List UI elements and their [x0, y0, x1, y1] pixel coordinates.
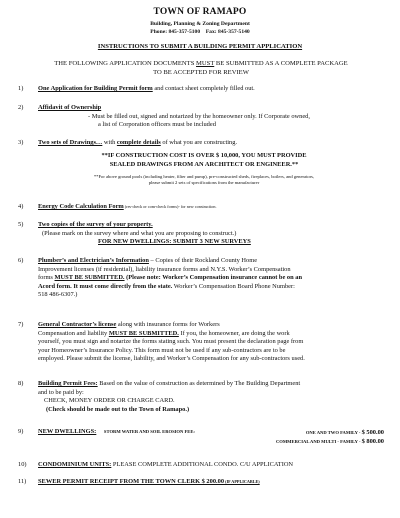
item-title: Building Permit Fees: — [38, 380, 98, 387]
item-text: your Homeowner’s Insurance Policy. This form must not be used if any sub-contractors are to be — [38, 346, 286, 354]
item-text: and to be paid by: — [38, 388, 84, 396]
item-number: 10) — [18, 461, 27, 468]
lead-paragraph — [14, 59, 388, 77]
item-emphasis: complete details — [116, 139, 161, 146]
item-title: One Application for Building Permit form — [38, 85, 153, 92]
item-title: SEWER PERMIT RECEIPT FROM THE TOWN CLERK $ 200.00 — [38, 478, 225, 485]
town-title: TOWN OF RAMAPO — [153, 7, 247, 17]
item-text: Acord form. It must come directly from the state. — [38, 282, 173, 290]
item-number: 4) — [18, 203, 24, 210]
item-text: and contact sheet completely filled out. — [152, 85, 255, 92]
item-title: Two copies of the survey of your property. — [38, 221, 153, 228]
item-text: forms — [38, 274, 55, 282]
item-number: 5) — [18, 221, 24, 228]
list-item — [38, 104, 386, 130]
item-text: employed. Please submit the license, liability, and Worker’s Compensation for any sub-contractors used. — [38, 355, 305, 363]
item-number: 7) — [18, 321, 24, 328]
department-name: Building, Planning & Zoning Department — [150, 21, 250, 27]
list-item — [38, 461, 386, 470]
fee-commercial-multi — [276, 438, 384, 445]
payment-methods: CHECK, MONEY ORDER OR CHARGE CARD. — [44, 397, 175, 405]
contact-line — [0, 29, 400, 35]
item-text: along with insurance forms for Workers — [116, 321, 220, 328]
lead-text: THE FOLLOWING APPLICATION DOCUMENTS — [54, 60, 197, 67]
item-title: Affidavit of Ownership — [38, 104, 102, 111]
item-must: MUST BE SUBMITTED. — [108, 329, 179, 337]
architect-warning — [20, 152, 388, 169]
item-text: Worker’s Compensation Board Phone Number: — [172, 282, 295, 290]
list-item — [38, 221, 386, 247]
item-number: 8) — [18, 380, 24, 387]
phone-number: Phone: 845-357-5100 — [150, 29, 201, 35]
fee-subtitle: STORM WATER AND SOIL EROSION FEE: — [103, 429, 195, 434]
instructions-heading: INSTRUCTIONS TO SUBMIT A BUILDING PERMIT APPLICATION — [97, 43, 303, 50]
item-number: 9) — [18, 428, 24, 435]
lead-text: TO BE ACCEPTED FOR REVIEW — [153, 69, 249, 76]
item-text: Based on the value of construction as determined by The Building Department — [97, 380, 301, 387]
item-number: 6) — [18, 257, 24, 264]
fee-label: COMMERCIAL AND MULTI - FAMILY - — [275, 439, 362, 444]
item-number: 2) — [18, 104, 24, 111]
fee-amount: $ 800.00 — [361, 438, 384, 445]
item-text: (Please mark on the survey where and what you are proposing to construct.) — [42, 229, 237, 237]
fax-number: Fax: 845-357-5140 — [205, 29, 250, 35]
fee-one-two-family — [306, 429, 384, 436]
item-text: Compensation and liability — [38, 329, 109, 337]
check-payee: (Check should be made out to the Town of Ramapo.) — [46, 405, 190, 413]
list-item — [38, 85, 386, 94]
list-item — [38, 478, 386, 487]
item-text: PLEASE COMPLETE ADDITIONAL CONDO. C/U APPLICATION — [111, 461, 294, 468]
item-title: CONDOMINIUM UNITS: — [38, 461, 112, 468]
list-item — [38, 257, 386, 300]
item-text: (res-check or com-check forms)- for new construction. — [123, 204, 217, 209]
item-text: yourself, you must sign and notarize the forms stating such. You must present the declaration page from — [38, 338, 304, 346]
item-text: 518 486-6307.) — [38, 291, 78, 299]
warning-text: **IF CONSTRUCTION COST IS OVER $ 10,000, YOU MUST PROVIDE — [101, 152, 307, 159]
item-text: – Copies of their Rockland County Home — [148, 257, 258, 264]
note-text: please submit 2 sets of specifications from the manufacturer — [148, 180, 260, 185]
note-text: **For above ground pools (including heater, filter and pump), pre-constructed sheds, fireplaces, boilers, and generators, — [93, 174, 315, 179]
item-title: Plumber’s and Electrician’s Information — [38, 257, 149, 264]
list-item — [38, 139, 386, 148]
item-text: of what you are constructing. — [160, 139, 238, 146]
item-text: (IF APPLICABLE) — [224, 479, 260, 484]
item-title: Two sets of Drawings… — [38, 139, 103, 146]
item-text: (Please note: Worker’s Compensation insurance cannot be on an — [124, 274, 303, 282]
lead-text: BE SUBMITTED AS A COMPLETE PACKAGE — [214, 60, 348, 67]
pool-note — [20, 174, 388, 186]
fee-amount: $ 500.00 — [361, 429, 384, 436]
item-text: If you, the homeowner, are doing the work — [178, 329, 290, 337]
item-title: Energy Code Calculation Form — [38, 203, 124, 210]
list-item — [38, 380, 386, 414]
fee-label: ONE AND TWO FAMILY - — [305, 430, 362, 435]
new-dwellings-note: FOR NEW DWELLINGS: SUBMIT 3 NEW SURVEYS — [98, 238, 251, 246]
item-must: MUST BE SUBMITTED. — [54, 274, 125, 282]
list-item — [38, 203, 386, 212]
item-title: NEW DWELLINGS: — [38, 428, 97, 435]
item-number: 3) — [18, 139, 24, 146]
item-number: 11) — [18, 478, 27, 485]
item-text: Improvement licenses (if residential), liability insurance forms and N.Y.S. Worker’s Compensation — [38, 265, 291, 273]
list-item — [38, 321, 386, 364]
lead-must: MUST — [196, 60, 215, 67]
item-text: a list of Corporation officers must be included — [98, 121, 216, 129]
warning-text: SEALED DRAWINGS FROM AN ARCHITECT OR ENGINEER.** — [109, 160, 299, 168]
item-title: General Contractor’s license — [38, 321, 117, 328]
item-text: - Must be filled out, signed and notarized by the homeowner only. If Corporate owned, — [88, 112, 310, 120]
item-text: with — [102, 139, 117, 146]
item-number: 1) — [18, 85, 24, 92]
